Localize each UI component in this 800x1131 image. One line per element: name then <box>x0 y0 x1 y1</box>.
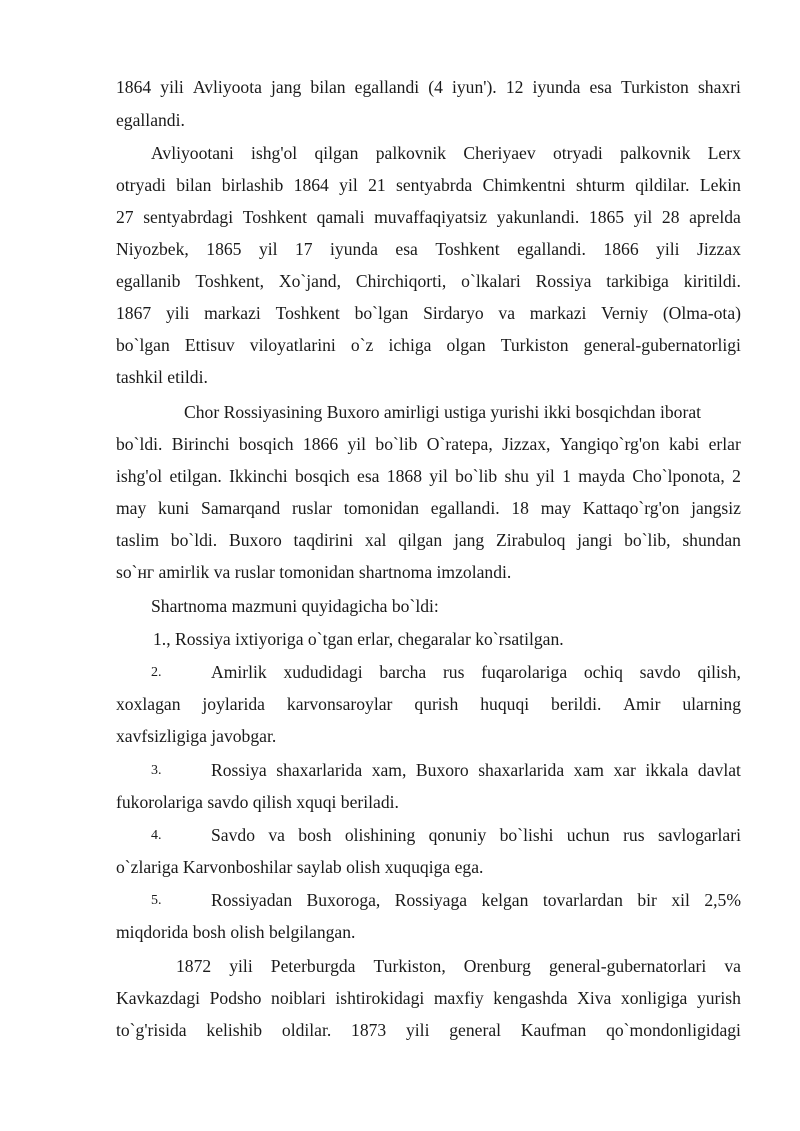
word: ochiq <box>583 662 623 682</box>
word: 1868 <box>386 466 422 486</box>
word: 1866 <box>302 434 339 454</box>
word: etilgan. <box>169 466 222 486</box>
word: xar <box>613 760 636 780</box>
word: tovarlardan <box>542 890 623 910</box>
paragraph-2-line-4 <box>116 239 741 259</box>
word: va <box>724 956 741 976</box>
word: egallandi <box>354 77 420 97</box>
word: kelgan <box>481 890 529 910</box>
paragraph-2-line-7 <box>116 335 741 355</box>
treaty-item-2-number: 2. <box>151 665 162 680</box>
paragraph-5-line-1 <box>176 956 741 976</box>
word: 27 <box>116 207 134 227</box>
word: Chirchiqorti, <box>355 271 447 291</box>
word: noiblari <box>271 988 326 1008</box>
word: general <box>449 1020 502 1040</box>
word: iyun'). <box>452 77 497 97</box>
word: sentyabrdagi <box>143 207 234 227</box>
word: yil <box>429 466 448 486</box>
paragraph-2-line-1 <box>151 143 741 163</box>
word: Jizzax <box>697 239 741 259</box>
word: qilish, <box>697 662 741 682</box>
word: O`ratepa, <box>426 434 493 454</box>
word: bilan <box>176 175 212 195</box>
paragraph-3-line-1: Chor Rossiyasining Buxoro amirligi ustiga yurishi ikki bosqichdan iborat <box>184 402 702 422</box>
paragraph-3-line-4 <box>116 498 741 518</box>
word: qurish <box>414 694 459 714</box>
word: Toshkent, <box>195 271 265 291</box>
word: Lekin <box>699 175 741 195</box>
word: 1864 <box>116 77 152 97</box>
word: Turkiston <box>621 77 689 97</box>
paragraph-3-line-5 <box>116 530 741 550</box>
word: general-gubernatorlari <box>548 956 707 976</box>
word: o`lkalari <box>461 271 521 291</box>
word: 2 <box>732 466 741 486</box>
word: tarkibiga <box>606 271 669 291</box>
word: Yangiqo`rg'on <box>559 434 660 454</box>
treaty-item-4-number: 4. <box>151 828 162 843</box>
word: bilan <box>310 77 346 97</box>
word: karvonsaroylar <box>286 694 393 714</box>
word: 1867 <box>116 303 152 323</box>
word: kengashda <box>493 988 568 1008</box>
word: ularning <box>682 694 741 714</box>
word: rus <box>442 662 465 682</box>
word: egallandi. <box>430 498 500 518</box>
word: Amir <box>623 694 661 714</box>
word: 28 <box>661 207 680 227</box>
word: 21 <box>368 175 386 195</box>
word: Turkiston, <box>373 956 446 976</box>
word: Rossiyadan <box>211 890 293 910</box>
paragraph-2-line-2 <box>116 175 741 195</box>
word: Xo`jand, <box>278 271 341 291</box>
word: bo`lib <box>375 434 418 454</box>
word: Chimkentni <box>482 175 566 195</box>
word: jangi <box>577 530 613 550</box>
word: Savdo <box>211 825 255 845</box>
word: Orenburg <box>463 956 531 976</box>
word: bosqich <box>238 434 294 454</box>
treaty-item-4-line-1 <box>211 825 741 845</box>
word: taqdirini <box>293 530 354 550</box>
word: savlogarlari <box>657 825 741 845</box>
word: davlat <box>697 760 741 780</box>
word: 1 <box>562 466 571 486</box>
word: Buxoro <box>228 530 282 550</box>
treaty-item-5-number: 5. <box>151 893 162 908</box>
word: (Olma-ota) <box>662 303 741 323</box>
word: Zirabuloq <box>496 530 566 550</box>
word: Cho`lponota, <box>632 466 725 486</box>
paragraph-3-line-3 <box>116 466 741 486</box>
word: bosh <box>298 825 332 845</box>
word: otryadi <box>552 143 603 163</box>
treaty-item-5-line-1 <box>211 890 741 910</box>
word: shaxarlarida <box>276 760 363 780</box>
word: ishg'ol <box>251 143 298 163</box>
word: yili <box>160 77 184 97</box>
word: general-gubernatorligi <box>583 335 741 355</box>
word: yurish <box>696 988 741 1008</box>
word: kabi <box>668 434 700 454</box>
word: bo`ldi. <box>170 530 218 550</box>
word: Toshkent <box>242 207 307 227</box>
word: bo`ldi. <box>116 434 163 454</box>
word: olgan <box>446 335 486 355</box>
word: viloyatlarini <box>249 335 336 355</box>
word: Podsho <box>209 988 262 1008</box>
word: oldilar. <box>281 1020 332 1040</box>
word: 1872 <box>176 956 212 976</box>
word: xal <box>364 530 387 550</box>
word: 18 <box>511 498 529 518</box>
word: 1865 <box>588 207 625 227</box>
word: bir <box>637 890 657 910</box>
word: shaxri <box>697 77 741 97</box>
word: Cheriyaev <box>463 143 536 163</box>
word: xam, <box>371 760 407 780</box>
paragraph-1-line-2: egallandi. <box>116 110 185 130</box>
word: markazi <box>529 303 587 323</box>
word: Buxoroga, <box>306 890 381 910</box>
word: otryadi <box>116 175 166 195</box>
word: qonuniy <box>428 825 487 845</box>
treaty-item-3-line-2: fukorolariga savdo qilish xquqi beriladi. <box>116 792 399 812</box>
word: may <box>116 498 147 518</box>
word: sentyabrda <box>396 175 473 195</box>
word: jang <box>453 530 485 550</box>
word: shundan <box>682 530 741 550</box>
word: uchun <box>566 825 610 845</box>
word: yil <box>339 175 358 195</box>
treaty-item-2-line-1 <box>211 662 741 682</box>
paragraph-5-line-2 <box>116 988 741 1008</box>
word: Kattaqo`rg'on <box>582 498 680 518</box>
word: Ettisuv <box>184 335 235 355</box>
word: taslim <box>116 530 160 550</box>
treaty-item-3-line-1 <box>211 760 741 780</box>
word: olishining <box>344 825 416 845</box>
word: muvaffaqiyatsiz <box>374 207 488 227</box>
word: Jizzax, <box>502 434 551 454</box>
word: 17 <box>294 239 313 259</box>
word: 1873 <box>351 1020 387 1040</box>
paragraph-5-line-3 <box>116 1020 741 1040</box>
word: egallandi. <box>517 239 586 259</box>
word: Amirlik <box>211 662 267 682</box>
word: aprelda <box>689 207 741 227</box>
word: iyunda <box>330 239 378 259</box>
word: Ikkinchi <box>229 466 288 486</box>
paragraph-2-line-3 <box>116 207 741 227</box>
word: savdo <box>639 662 681 682</box>
paragraph-2-line-8: tashkil etildi. <box>116 367 208 387</box>
word: birlashib <box>221 175 284 195</box>
word: ishtirokidagi <box>335 988 425 1008</box>
word: yakunlandi. <box>496 207 580 227</box>
treaty-item-1: 1., Rossiya ixtiyoriga o`tgan erlar, chegaralar ko`rsatilgan. <box>153 629 564 649</box>
word: egallanib <box>116 271 181 291</box>
word: yil <box>258 239 278 259</box>
paragraph-3-line-6: so`нг amirlik va ruslar tomonidan shartnoma imzolandi. <box>116 562 512 582</box>
word: jang <box>271 77 302 97</box>
word: qilgan <box>398 530 443 550</box>
word: va <box>268 825 285 845</box>
word: xonligiga <box>620 988 688 1008</box>
word: Avliyoota <box>192 77 262 97</box>
word: bo`lgan <box>116 335 170 355</box>
word: 12 <box>505 77 524 97</box>
word: kuni <box>158 498 190 518</box>
word: bosqich <box>295 466 350 486</box>
word: Birinchi <box>171 434 230 454</box>
word: xoxlagan <box>116 694 181 714</box>
word: fuqarolariga <box>481 662 568 682</box>
word: bo`lib <box>455 466 498 486</box>
word: 1864 <box>293 175 329 195</box>
word: Sirdaryo <box>423 303 484 323</box>
word: kelishib <box>206 1020 263 1040</box>
word: Toshkent <box>275 303 340 323</box>
word: rus <box>623 825 645 845</box>
word: qilgan <box>314 143 359 163</box>
paragraph-3-line-2 <box>116 434 741 454</box>
word: Rossiya <box>535 271 592 291</box>
word: xil <box>671 890 690 910</box>
word: palkovnik <box>375 143 447 163</box>
word: 1866 <box>603 239 639 259</box>
word: esa <box>357 466 380 486</box>
word: yili <box>229 956 253 976</box>
word: yili <box>656 239 680 259</box>
word: yili <box>406 1020 430 1040</box>
word: ishg'ol <box>116 466 163 486</box>
word: Kaufman <box>520 1020 587 1040</box>
word: Kavkazdagi <box>116 988 201 1008</box>
word: markazi <box>204 303 261 323</box>
word: qo`mondonligidagi <box>606 1020 741 1040</box>
word: Peterburgda <box>270 956 356 976</box>
treaty-item-3-number: 3. <box>151 763 162 778</box>
treaty-item-5-line-2: miqdorida bosh olish belgilangan. <box>116 922 356 942</box>
word: xam <box>573 760 604 780</box>
word: huquqi <box>480 694 530 714</box>
word: esa <box>589 77 612 97</box>
word: ruslar <box>291 498 332 518</box>
word: joylarida <box>202 694 265 714</box>
word: Xiva <box>577 988 612 1008</box>
word: yili <box>165 303 190 323</box>
word: va <box>498 303 516 323</box>
word: shaxarlarida <box>478 760 565 780</box>
word: tomonidan <box>343 498 419 518</box>
word: Rossiya <box>211 760 267 780</box>
word: iyunda <box>532 77 581 97</box>
treaty-item-2-line-3: xavfsizligiga javobgar. <box>116 726 277 746</box>
word: yil <box>536 466 555 486</box>
word: qamali <box>316 207 365 227</box>
paragraph-1-line-1 <box>116 77 741 97</box>
word: Lerx <box>707 143 741 163</box>
word: xududidagi <box>283 662 363 682</box>
word: yil <box>347 434 367 454</box>
word: esa <box>395 239 418 259</box>
paragraph-2-line-6 <box>116 303 741 323</box>
word: Verniy <box>601 303 649 323</box>
word: Toshkent <box>435 239 500 259</box>
word: ichiga <box>388 335 432 355</box>
word: 1865 <box>206 239 242 259</box>
word: Turkiston <box>500 335 569 355</box>
word: Rossiyaga <box>394 890 468 910</box>
word: maxfiy <box>433 988 484 1008</box>
word: (4 <box>428 77 443 97</box>
word: Samarqand <box>201 498 281 518</box>
word: yil <box>633 207 653 227</box>
paragraph-2-line-5 <box>116 271 741 291</box>
word: qildilar. <box>635 175 690 195</box>
word: kiritildi. <box>683 271 741 291</box>
word: Niyozbek, <box>116 239 189 259</box>
word: shturm <box>576 175 625 195</box>
word: shu <box>504 466 529 486</box>
word: may <box>540 498 571 518</box>
word: 2,5% <box>704 890 741 910</box>
word: to`g'risida <box>116 1020 187 1040</box>
treaty-intro: Shartnoma mazmuni quyidagicha bo`ldi: <box>151 596 439 616</box>
word: bo`lgan <box>354 303 409 323</box>
word: mayda <box>578 466 626 486</box>
word: palkovnik <box>620 143 691 163</box>
word: barcha <box>379 662 427 682</box>
treaty-item-4-line-2: o`zlariga Karvonboshilar saylab olish xuquqiga ega. <box>116 857 484 877</box>
word: bo`lib, <box>624 530 671 550</box>
word: Avliyootani <box>151 143 234 163</box>
word: berildi. <box>551 694 602 714</box>
word: erlar <box>708 434 741 454</box>
word: Buxoro <box>415 760 469 780</box>
word: jangsiz <box>691 498 741 518</box>
word: o`z <box>350 335 374 355</box>
treaty-item-2-line-2 <box>116 694 741 714</box>
word: bo`lishi <box>499 825 554 845</box>
word: ikkala <box>645 760 689 780</box>
